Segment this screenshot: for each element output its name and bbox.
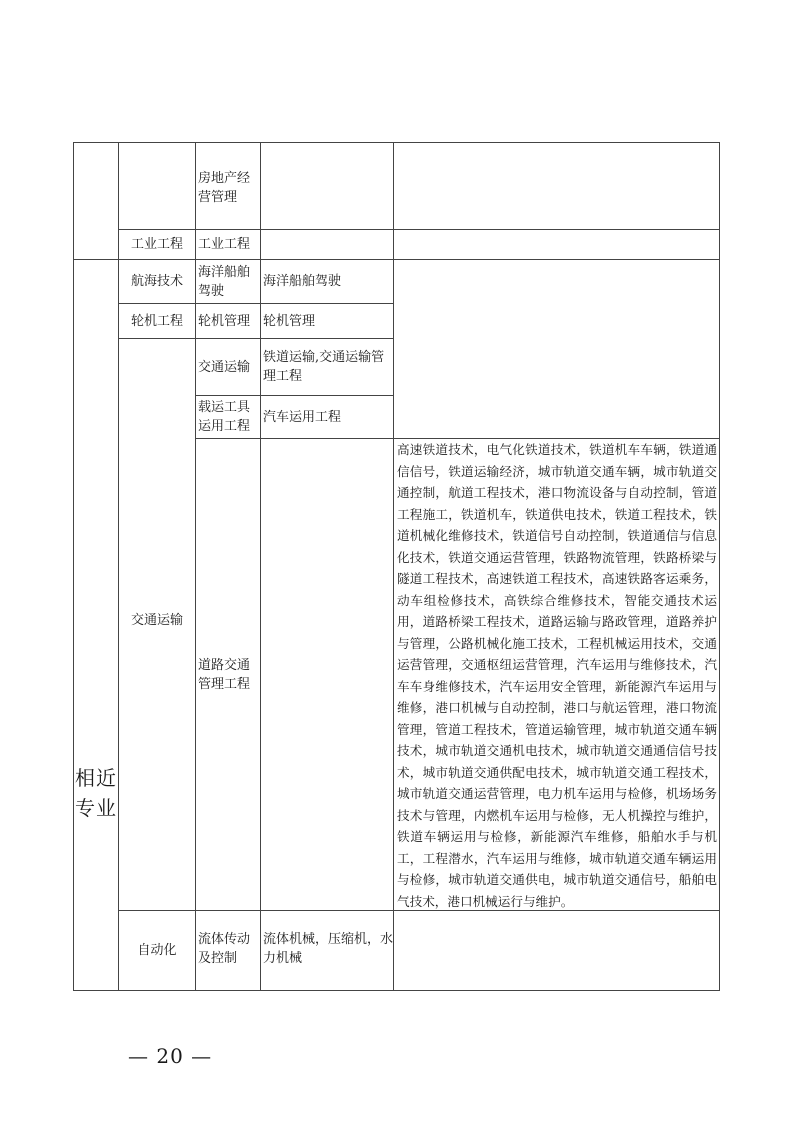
cell-zidonghua-col5 xyxy=(394,911,719,990)
cell-gongye-col3: 工业工程 xyxy=(198,237,251,252)
cell-lunji-col3: 轮机管理 xyxy=(198,313,251,329)
table-border-bottom xyxy=(73,990,720,991)
cell-gongye-col4 xyxy=(261,230,393,259)
page-number: — 20 — xyxy=(128,1044,213,1068)
cell-hanghai-col4: 海洋船舶驾驶 xyxy=(263,274,342,289)
cell-zidonghua-col4: 流体机械，压缩机，水力机械 xyxy=(263,932,393,966)
cell-zidonghua-col3: 流体传动及控制 xyxy=(198,932,251,966)
cell-jiaotong-block-col5 xyxy=(394,439,719,909)
cell-jiaotong-col3: 交通运输 xyxy=(198,359,251,375)
cell-jiaotong-col4: 铁道运输,交通运输管理工程 xyxy=(263,350,385,384)
cell-fangdichan-col5 xyxy=(394,143,719,229)
section-label-cell xyxy=(73,760,119,826)
cell-gongye-col5 xyxy=(394,230,719,259)
table-border-right xyxy=(719,142,720,991)
cell-hanghai-col3: 海洋船舶驾驶 xyxy=(198,264,251,299)
table-border-left xyxy=(73,142,74,991)
cell-hanghai-col2: 航海技术 xyxy=(130,274,183,289)
cell-fangdichan-col4 xyxy=(261,143,393,229)
cell-zaiyun-col3: 载运工具运用工程 xyxy=(198,400,251,434)
cell-text: 房地产经营管理 xyxy=(198,171,251,205)
cell-jiaotong-block-col2: 交通运输 xyxy=(130,612,183,628)
cell-lunji-col2: 轮机工程 xyxy=(130,313,183,329)
cell-gongye-col2: 工业工程 xyxy=(130,237,183,252)
cell-zaiyun-col4: 汽车运用工程 xyxy=(263,409,342,425)
cell-lunji-col4: 轮机管理 xyxy=(263,313,316,329)
cell-fangdichan-col3 xyxy=(196,169,260,213)
cell-zidonghua-col2: 自动化 xyxy=(137,942,177,958)
section-label: 相近专业 xyxy=(75,766,117,820)
cell-jiaotong-block-col3: 道路交通管理工程 xyxy=(198,658,251,692)
related-majors-text: 高速铁道技术，电气化铁道技术，铁道机车车辆，铁道通信信号，铁道运输经济，城市轨道交通车辆，城市轨道交通控制，航道工程技术，港口物流设备与自动控制，管道工程施工，铁道机车，铁道供电技术，铁道工程技术，铁道机械化维修技术，铁道信号自动控制，铁道通信与信息化技术，铁道交通运营管理，铁路物流管理，铁路桥梁与隧道工程技术，高速铁道工程技术，高速铁路客运乘务，动车组检修技术，高铁综合维修技术，智能交通技术运用，道路桥梁工程技术，道路运输与路政管理，道路养护与管理，公路机械化施工技术，工程机械运用技术，交通运营管理，交通枢纽运营管理，汽车运用与维修技术，汽车车身维修技术，汽车运用安全管理，新能源汽车运用与维修，港口机械与自动控制，港口与航运管理，港口物流管理，管道工程技术，管道运输管理，城市轨道交通车辆技术，城市轨道交通机电技术，城市轨道交通通信信号技术，城市轨道交通供配电技术，城市轨道交通工程技术，城市轨道交通运营管理，电力机车运用与检修，机场场务技术与管理，内燃机车运用与检修，无人机操控与维护，铁道车辆运用与检修，新能源汽车维修，船舶水手与机工，工程潜水，汽车运用与维修，城市轨道交通车辆运用与检修，城市轨道交通供电，城市轨道交通信号，船舶电气技术，港口机械运行与维护。 xyxy=(397,442,717,909)
